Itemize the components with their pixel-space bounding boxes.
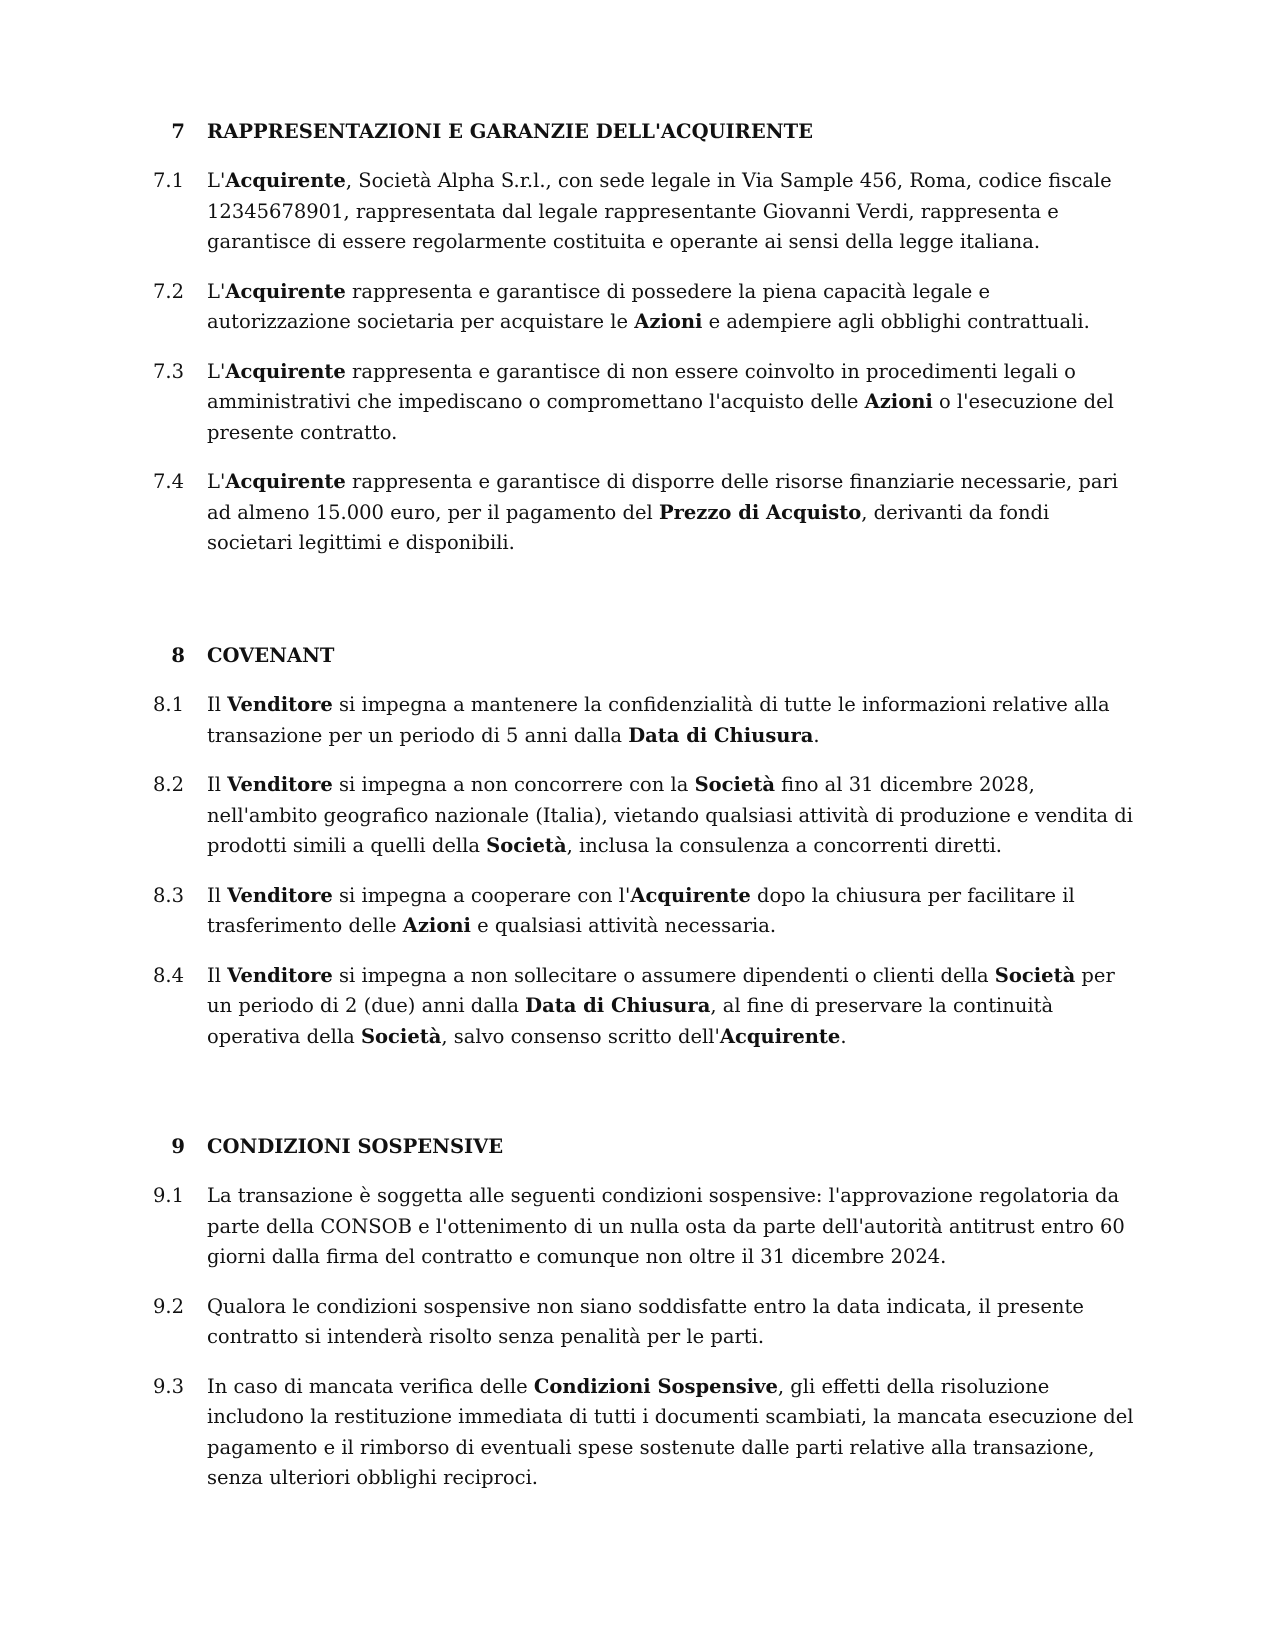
defined-term: Venditore [227,963,333,987]
clause-text-run: La transazione è soggetta alle seguenti condizioni sospensive: l'approvazione regolatoria da parte della CONSOB e l'ottenimento di un nulla osta da parte dell'autorità antitrust entro 60 giorni dalla firma del contratto e comunque non oltre il 31 dicembre 2024. [207,1184,1125,1268]
clause-text [207,770,1137,862]
clause [0,961,1275,1053]
defined-term: Società [360,1024,442,1048]
clause [0,277,1275,338]
defined-term: Data di Chiusura [525,994,711,1017]
clause [0,357,1275,449]
clause-text-run: dopo la chiusura per facilitare il trasferimento delle [207,883,1075,937]
section-heading [0,117,1275,147]
clause-text-run: L' [207,169,226,192]
defined-term: Acquirente [225,470,346,493]
clause-text-run: L' [207,470,226,493]
clause-text [207,357,1137,449]
defined-term: Venditore [227,693,333,716]
section-number: 8 [171,644,185,667]
clause-number: 9.2 [153,1294,185,1318]
clause-text-run: si impegna a mantenere la confidenzialità di tutte le informazioni relative alla transazione per un periodo di 5 anni dalla [207,693,1110,747]
clause-text-run: , al fine di preservare la continuità operativa della [207,994,1054,1048]
clause-text-run: . [840,1024,847,1048]
clause-text-run: rappresenta e garantisce di possedere la piena capacità legale e autorizzazione societaria per acquistare le [207,279,990,333]
clause-text-run: si impegna a non concorrere con la [332,773,695,796]
section-heading [0,641,1275,671]
clause-text-run: Il [207,883,228,907]
clause-text-run: L' [207,359,226,383]
defined-term: Acquirente [630,883,751,907]
clause-text-run: , inclusa la consulenza a concorrenti diretti. [566,834,1003,857]
section-title: CONDIZIONI SOSPENSIVE [207,1135,504,1158]
clause [0,1292,1275,1353]
defined-term: Società [994,963,1076,987]
clause-text-run: In caso di mancata verifica delle [207,1374,534,1398]
section-title: RAPPRESENTAZIONI E GARANZIE DELL'ACQUIRENTE [207,120,813,143]
defined-term: Società [694,773,775,796]
clause-number: 9.1 [153,1184,185,1207]
clause-text-run: rappresenta e garantisce di non essere coinvolto in procedimenti legali o amministrativi che impediscano o compromettano l'acquisto delle [207,359,1076,413]
defined-term: Azioni [864,390,933,413]
clause-text [207,467,1137,559]
defined-term: Venditore [227,883,333,907]
clause-text-run: rappresenta e garantisce di disporre delle risorse finanziarie necessarie, pari ad almeno 15.000 euro, per il pagamento del [207,470,1119,524]
defined-term: Acquirente [225,279,346,303]
section-7 [0,117,1275,559]
section-9 [0,1132,1275,1494]
clause-text-run: , salvo consenso scritto dell' [441,1024,720,1048]
section-heading [0,1132,1275,1162]
clause-number: 8.1 [153,693,185,716]
clause-text-run: Il [207,773,228,796]
clause-text [207,277,1137,338]
defined-term: Acquirente [225,169,346,192]
clause [0,1372,1275,1494]
clause-number: 7.4 [153,470,185,493]
clause-text-run: e adempiere agli obblighi contrattuali. [702,310,1090,333]
defined-term: Venditore [227,773,333,796]
clause-text-run: per un periodo di 2 (due) anni dalla [207,963,1115,1017]
clause-text-run: L' [207,279,226,303]
clause-text [207,690,1137,751]
clause-text-run: Il [207,693,228,716]
clause-number: 7.1 [153,169,185,192]
defined-term: Società [486,834,567,857]
clause [0,690,1275,751]
clause-number: 8.2 [153,773,185,796]
clause-text [207,1372,1137,1494]
clause-text [207,961,1137,1053]
clause-number: 8.4 [153,963,185,987]
clause-text [207,881,1137,942]
clause-text-run: o l'esecuzione del presente contratto. [207,390,1114,444]
clause-text-run: , gli effetti della risoluzione includono la restituzione immediata di tutti i documenti scambiati, la mancata esecuzione del pagamento e il rimborso di eventuali spese sostenute dalle parti relative alla transazione, senza ulteriori obblighi reciproci. [207,1374,1134,1489]
clause [0,467,1275,559]
clause-number: 7.2 [153,279,185,303]
clause-number: 7.3 [153,359,185,383]
clause-text-run: Qualora le condizioni sospensive non siano soddisfatte entro la data indicata, il presente contratto si intenderà risolto senza penalità per le parti. [207,1294,1084,1348]
clause [0,1181,1275,1273]
section-number: 7 [171,120,185,143]
clause-text [207,166,1137,258]
defined-term: Data di Chiusura [628,723,814,747]
defined-term: Azioni [634,310,703,333]
clause-text-run: fino al 31 dicembre 2028, nell'ambito geografico nazionale (Italia), vietando qualsiasi attività di produzione e vendita di prodotti simili a quelli della [207,773,1133,857]
clause-text [207,1292,1137,1353]
clause-text-run: , Società Alpha S.r.l., con sede legale in Via Sample 456, Roma, codice fiscale 12345678901, rappresentata dal legale rappresentante Giovanni Verdi, rappresenta e garantisce di essere regolarmente costituita e operante ai sensi della legge italiana. [207,169,1112,253]
section-title: COVENANT [207,644,335,667]
section-8 [0,641,1275,1052]
clause-text [207,1181,1137,1273]
defined-term: Prezzo di Acquisto [658,500,862,524]
clause-text-run: Il [207,963,228,987]
clause [0,770,1275,862]
clause-text-run: . [813,723,820,747]
clause-text-run: si impegna a cooperare con l' [332,883,631,907]
clause [0,166,1275,258]
clause-text-run: e qualsiasi attività necessaria. [470,914,777,937]
defined-term: Acquirente [225,359,346,383]
section-number: 9 [171,1135,185,1158]
clause-text-run: si impegna a non sollecitare o assumere dipendenti o clienti della [332,963,995,987]
clause-number: 8.3 [153,883,185,907]
clause-text-run: , derivanti da fondi societari legittimi e disponibili. [207,500,1050,554]
clause-number: 9.3 [153,1374,185,1398]
defined-term: Azioni [402,914,471,937]
defined-term: Acquirente [719,1024,841,1048]
clause [0,881,1275,942]
defined-term: Condizioni Sospensive [533,1374,778,1398]
